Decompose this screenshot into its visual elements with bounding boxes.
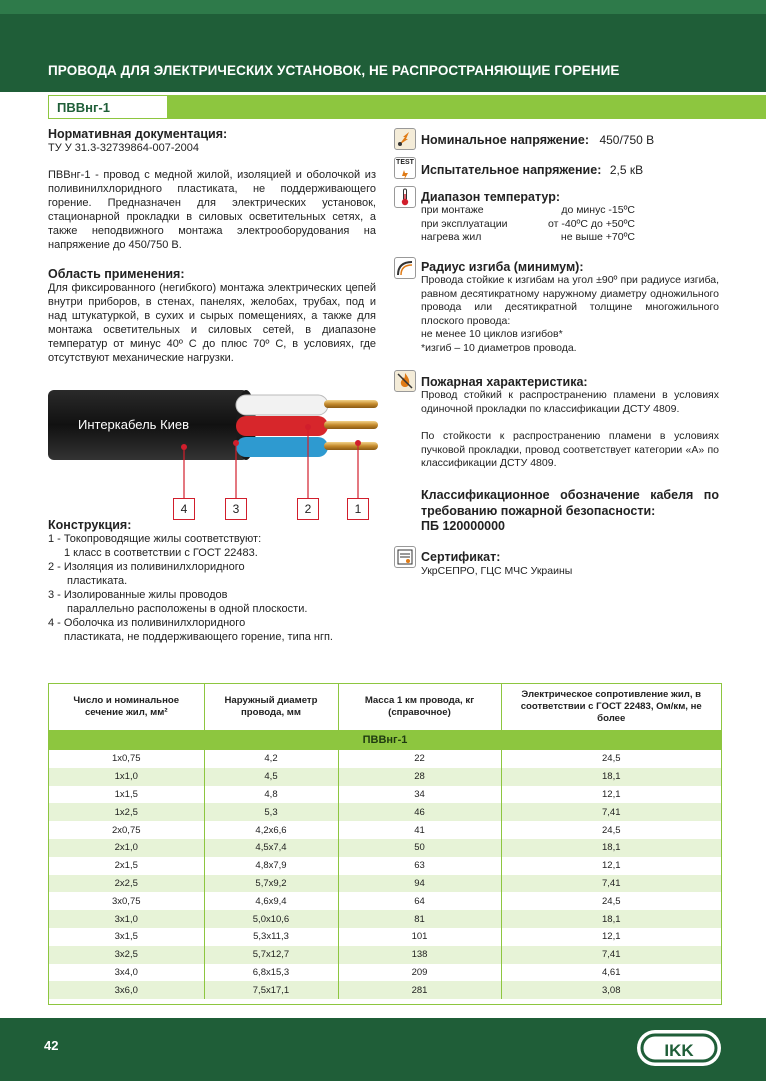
column-header: Масса 1 км провода, кг (справочное) — [338, 684, 501, 730]
table-cell: 138 — [338, 946, 501, 964]
table-cell: 64 — [338, 892, 501, 910]
callout-1: 1 — [347, 498, 369, 520]
construction-item: 2 - Изоляция из поливинилхлоридного — [48, 561, 245, 573]
table-cell: 209 — [338, 964, 501, 982]
fire-icon — [394, 370, 416, 392]
table-cell: 3х2,5 — [49, 946, 204, 964]
table-cell: 1х0,75 — [49, 750, 204, 768]
table-cell: 2х1,5 — [49, 857, 204, 875]
table-row — [49, 875, 721, 893]
page-title: ПРОВОДА ДЛЯ ЭЛЕКТРИЧЕСКИХ УСТАНОВОК, НЕ РАСПРОСТРАНЯЮЩИЕ ГОРЕНИЕ — [48, 63, 620, 78]
bend-text: Провода стойкие к изгибам на угол ±90º при радиусе изгиба, равном десятикратному наружному диаметру одножильного провода или десятикратной толщине многожильного плоского провода: — [421, 274, 719, 327]
table-cell: 4,8х7,9 — [204, 857, 338, 875]
conductor-3 — [324, 442, 378, 450]
bend-note-2: *изгиб – 10 диаметров провода. — [421, 341, 577, 354]
certificate-icon — [394, 546, 416, 568]
temperature-label: при монтаже — [421, 204, 484, 216]
bend-radius-icon — [394, 257, 416, 279]
table-cell: 3х1,5 — [49, 928, 204, 946]
column-header: Число и номинальное сечение жил, мм² — [49, 684, 204, 730]
construction-item: пластиката. — [67, 575, 128, 587]
table-cell: 3х4,0 — [49, 964, 204, 982]
table-cell: 5,3х11,3 — [204, 928, 338, 946]
table-row — [49, 892, 721, 910]
test-label: Испытательное напряжение: — [421, 163, 602, 177]
table-group-row — [49, 730, 721, 750]
test-icon-text: TEST — [396, 159, 414, 166]
fire-text-2: По стойкости к распространению пламени в условиях пучковой прокладки, провод соответствует категории «А» по классификации ДСТУ 4809. — [421, 430, 719, 469]
voltage-value: 450/750 В — [599, 133, 655, 147]
table-cell: 4,61 — [602, 966, 621, 978]
table-cell: 2х2,5 — [49, 875, 204, 893]
table-cell: 3х0,75 — [49, 892, 204, 910]
classification-heading: Классификационное обозначение кабеля по требованию пожарной безопасности: — [421, 488, 719, 518]
voltage-label: Номинальное напряжение: — [421, 133, 589, 147]
table-cell: 12,1 — [602, 788, 621, 800]
table-row — [49, 910, 721, 928]
table-cell: 12,1 — [602, 860, 621, 872]
table-cell: 28 — [338, 768, 501, 786]
construction-item: 1 класс в соответствии с ГОСТ 22483. — [64, 547, 258, 559]
voltage-icon — [394, 128, 416, 150]
temperature-value: от -40ºС до +50ºС — [548, 217, 635, 230]
table-cell: 46 — [338, 803, 501, 821]
table-cell: 4,5 — [204, 768, 338, 786]
table-cell: 5,3 — [204, 803, 338, 821]
insulation-white — [236, 395, 328, 415]
construction-item: 3 - Изолированные жилы проводов — [48, 589, 228, 601]
table-row — [49, 964, 721, 982]
column-header: Электрическое сопротивление жил, в соответствии с ГОСТ 22483, Ом/км, не более — [520, 689, 702, 724]
table-cell: 4,2 — [204, 750, 338, 768]
temperature-row — [421, 218, 635, 232]
insulation-blue — [236, 437, 328, 457]
page-number: 42 — [44, 1038, 59, 1053]
table-cell: 81 — [338, 910, 501, 928]
table-cell: 281 — [338, 981, 501, 999]
temperature-heading: Диапазон температур: — [421, 190, 561, 204]
table-cell: 4,2х6,6 — [204, 821, 338, 839]
temperature-row — [421, 204, 635, 218]
table-row — [49, 928, 721, 946]
header-stripe — [0, 0, 766, 14]
table-cell: 5,7х12,7 — [204, 946, 338, 964]
table-row — [49, 839, 721, 857]
temperature-value: до минус -15ºС — [561, 204, 635, 216]
table-cell: 1х2,5 — [49, 803, 204, 821]
section-title: ПВВнг-1 — [48, 95, 168, 119]
table-row — [49, 981, 721, 999]
application-text: Для фиксированного (негибкого) монтажа электрических цепей внутри приборов, в стенах, панелях, желобах, трубах, под и над штукатуркой, в сухих и сырых помещениях, а также для монтажа осветительных и силовых сетей, в диапазоне температур от минус 40º С до плюс 70º С, в условиях, где отсутствуют механические нагрузки. — [48, 282, 376, 364]
table-cell: 94 — [338, 875, 501, 893]
table-cell: 6,8х15,3 — [204, 964, 338, 982]
table-cell: 41 — [338, 821, 501, 839]
certificate-text: УкрСЕПРО, ГЦС МЧС Украины — [421, 565, 573, 577]
temperature-row — [421, 231, 635, 245]
table-cell: 63 — [338, 857, 501, 875]
company-logo — [636, 1026, 722, 1070]
table-cell: 18,1 — [501, 839, 721, 857]
table-row — [49, 803, 721, 821]
table-cell: 5,7х9,2 — [204, 875, 338, 893]
conductor-2 — [324, 421, 378, 429]
temperature-label: при эксплуатации — [421, 217, 508, 230]
logo-text: IKK — [664, 1041, 694, 1060]
test-row — [421, 161, 719, 179]
construction-heading: Конструкция: — [48, 518, 132, 532]
normative-block — [48, 127, 376, 155]
table-cell: 24,5 — [602, 753, 621, 765]
test-icon — [394, 157, 416, 179]
spec-table — [49, 684, 721, 999]
table-cell: 12,1 — [602, 931, 621, 943]
cable-label: Интеркабель Киев — [78, 417, 190, 432]
classification-value: ПБ 120000000 — [421, 519, 506, 533]
callout-2: 2 — [297, 498, 319, 520]
cable-illustration — [48, 385, 388, 525]
table-cell: 101 — [338, 928, 501, 946]
table-cell: 18,1 — [501, 768, 721, 786]
normative-code: ТУ У 31.3-32739864-007-2004 — [48, 142, 199, 154]
application-heading: Область применения: — [48, 267, 185, 281]
description-text: ПВВнг-1 - провод с медной жилой, изоляцией и оболочкой из поливинилхлоридного пластиката, не поддерживающего горение. Предназначен для электрических установок, стационарной прокладки в силовых осветительных сетях, а также неподвижного монтажа электрооборудования на напряжение до 450/750 В. — [48, 169, 376, 251]
table-header-row — [49, 684, 721, 730]
table-cell: 5,0х10,6 — [204, 910, 338, 928]
table-row — [49, 768, 721, 786]
table-cell: 22 — [338, 750, 501, 768]
table-cell: 3х1,0 — [49, 910, 204, 928]
construction-item: 4 - Оболочка из поливинилхлоридного — [48, 617, 246, 629]
spec-table-container — [48, 683, 722, 1005]
table-row — [49, 946, 721, 964]
table-cell: 7,5х17,1 — [204, 981, 338, 999]
temperature-table — [421, 204, 635, 245]
header-bar — [0, 0, 766, 92]
cable-drawing — [48, 385, 388, 525]
table-cell: 3,08 — [501, 981, 721, 999]
section-bar — [0, 95, 766, 121]
table-cell: 50 — [338, 839, 501, 857]
table-cell: 34 — [338, 786, 501, 804]
table-cell: 4,8 — [204, 786, 338, 804]
group-label: ПВВнг-1 — [49, 730, 721, 750]
certificate-block — [421, 550, 719, 578]
table-row — [49, 750, 721, 768]
column-header: Наружный диаметр провода, мм — [204, 684, 338, 730]
temperature-value: не выше +70ºС — [560, 231, 635, 243]
test-value: 2,5 кВ — [609, 163, 644, 177]
table-row — [49, 786, 721, 804]
normative-heading: Нормативная документация: — [48, 127, 228, 141]
table-cell: 1х1,5 — [49, 786, 204, 804]
table-cell: 4,6х9,4 — [204, 892, 338, 910]
table-row — [49, 857, 721, 875]
construction-item: параллельно расположены в одной плоскости. — [67, 603, 308, 615]
table-cell: 4,5х7,4 — [204, 839, 338, 857]
insulation-red — [236, 416, 328, 436]
table-cell: 1х1,0 — [49, 768, 204, 786]
certificate-heading: Сертификат: — [421, 550, 501, 564]
table-cell: 18,1 — [501, 910, 721, 928]
construction-item: 1 - Токопроводящие жилы соответствуют: — [48, 533, 262, 545]
fire-block — [421, 375, 719, 471]
table-cell: 3х6,0 — [49, 981, 204, 999]
table-cell: 2х1,0 — [49, 839, 204, 857]
fire-text-1: Провод стойкий к распространению пламени в условиях одиночной прокладки по классификации ДСТУ 4809. — [421, 389, 719, 415]
table-row — [49, 821, 721, 839]
construction-list — [48, 532, 368, 644]
construction-block — [48, 518, 368, 644]
thermometer-icon — [394, 186, 416, 208]
temperature-block — [421, 190, 719, 245]
application-block — [48, 267, 376, 365]
callout-4: 4 — [173, 498, 195, 520]
table-cell: 24,5 — [602, 895, 621, 907]
callout-3: 3 — [225, 498, 247, 520]
conductor-1 — [324, 400, 378, 408]
voltage-row — [421, 131, 719, 149]
bend-block — [421, 260, 719, 355]
table-cell: 2х0,75 — [49, 821, 204, 839]
table-cell: 7,41 — [501, 803, 721, 821]
table-cell: 24,5 — [602, 824, 621, 836]
classification-block — [421, 487, 719, 533]
construction-item: пластиката, не поддерживающего горение, типа нгп. — [64, 631, 333, 643]
temperature-label: нагрева жил — [421, 231, 482, 243]
table-cell: 7,41 — [501, 946, 721, 964]
bend-heading: Радиус изгиба (минимум): — [421, 260, 584, 274]
table-cell: 7,41 — [501, 875, 721, 893]
bend-note-1: не менее 10 циклов изгибов* — [421, 328, 563, 340]
footer-bar — [0, 1018, 766, 1081]
fire-heading: Пожарная характеристика: — [421, 375, 588, 389]
